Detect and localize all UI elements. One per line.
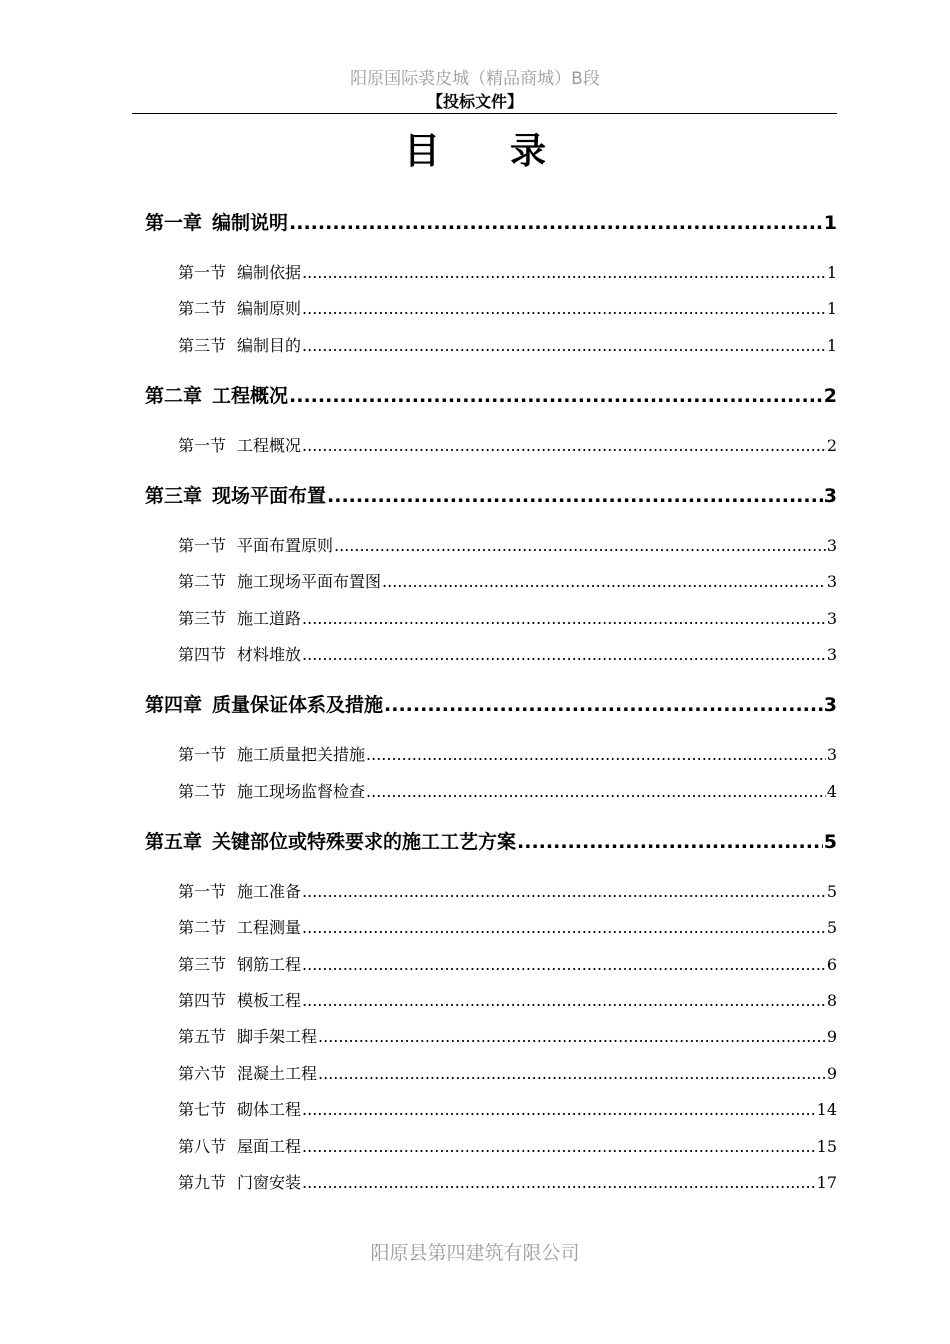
toc-page-number: 5 xyxy=(826,882,837,901)
toc-dot-leader xyxy=(366,744,826,766)
toc-dot-leader xyxy=(302,990,826,1012)
toc-page-number: 3 xyxy=(826,645,837,664)
toc-page-number: 15 xyxy=(816,1137,837,1156)
toc-dot-leader xyxy=(302,608,826,630)
toc-entry-label: 第一章 编制说明 xyxy=(145,212,289,234)
toc-dot-leader xyxy=(318,1026,826,1048)
toc-section-4-2[interactable] xyxy=(178,781,837,803)
toc-section-2-1[interactable] xyxy=(178,435,837,457)
toc-entry-label: 第四节 材料堆放 xyxy=(178,645,302,664)
toc-page-number: 1 xyxy=(823,212,837,234)
toc-page-number: 1 xyxy=(826,263,837,282)
toc-chapter-5[interactable] xyxy=(145,829,837,855)
toc-dot-leader xyxy=(302,298,826,320)
toc-page-number: 1 xyxy=(826,299,837,318)
toc-dot-leader xyxy=(302,1136,816,1158)
toc-entry-label: 第七节 砌体工程 xyxy=(178,1100,302,1119)
toc-entry-label: 第六节 混凝土工程 xyxy=(178,1064,318,1083)
toc-section-5-5[interactable] xyxy=(178,1026,837,1048)
toc-page-number: 9 xyxy=(826,1064,837,1083)
toc-page-number: 5 xyxy=(826,918,837,937)
page-title: 目录 xyxy=(403,131,616,172)
toc-page-number: 3 xyxy=(826,536,837,555)
toc-dot-leader xyxy=(334,535,826,557)
toc-dot-leader xyxy=(302,435,826,457)
toc-dot-leader xyxy=(302,1099,816,1121)
toc-section-1-2[interactable] xyxy=(178,298,837,320)
toc-section-5-9[interactable] xyxy=(178,1172,837,1194)
toc-dot-leader xyxy=(302,335,826,357)
toc-section-5-7[interactable] xyxy=(178,1099,837,1121)
toc-entry-label: 第一节 工程概况 xyxy=(178,436,302,455)
toc-page-number: 2 xyxy=(826,436,837,455)
toc-section-5-8[interactable] xyxy=(178,1136,837,1158)
toc-entry-label: 第五节 脚手架工程 xyxy=(178,1027,318,1046)
toc-section-1-3[interactable] xyxy=(178,335,837,357)
toc-page-number: 3 xyxy=(823,485,837,507)
toc-page-number: 1 xyxy=(826,336,837,355)
toc-page-number: 3 xyxy=(826,572,837,591)
running-header-tag: 【投标文件】 xyxy=(426,92,523,111)
toc-section-3-4[interactable] xyxy=(178,644,837,666)
toc-entry-label: 第一节 施工质量把关措施 xyxy=(178,745,366,764)
toc-dot-leader xyxy=(517,829,823,855)
toc-entry-label: 第二节 施工现场平面布置图 xyxy=(178,572,382,591)
toc-entry-label: 第八节 屋面工程 xyxy=(178,1137,302,1156)
toc-dot-leader xyxy=(289,383,823,409)
toc-page-number: 4 xyxy=(826,782,837,801)
toc-section-3-3[interactable] xyxy=(178,608,837,630)
toc-page-number: 5 xyxy=(823,831,837,853)
toc-dot-leader xyxy=(382,571,826,593)
toc-section-1-1[interactable] xyxy=(178,262,837,284)
toc-chapter-4[interactable] xyxy=(145,692,837,718)
toc-entry-label: 第三章 现场平面布置 xyxy=(145,485,327,507)
toc-section-5-1[interactable] xyxy=(178,881,837,903)
running-footer: 阳原县第四建筑有限公司 xyxy=(370,1242,580,1264)
toc-entry-label: 第一节 施工准备 xyxy=(178,882,302,901)
toc-page-number: 3 xyxy=(826,609,837,628)
toc-section-5-4[interactable] xyxy=(178,990,837,1012)
toc-entry-label: 第一节 平面布置原则 xyxy=(178,536,334,555)
toc-entry-label: 第一节 编制依据 xyxy=(178,263,302,282)
toc-dot-leader xyxy=(384,692,823,718)
toc-dot-leader xyxy=(318,1063,826,1085)
running-header-subtitle: 阳原国际裘皮城（精品商城）B段 xyxy=(350,69,600,89)
toc-entry-label: 第三节 钢筋工程 xyxy=(178,955,302,974)
toc-page-number: 2 xyxy=(823,385,837,407)
toc-section-4-1[interactable] xyxy=(178,744,837,766)
toc-dot-leader xyxy=(366,781,826,803)
toc-section-5-6[interactable] xyxy=(178,1063,837,1085)
toc-page-number: 17 xyxy=(816,1173,837,1192)
toc-dot-leader xyxy=(302,954,826,976)
toc-dot-leader xyxy=(327,483,823,509)
toc-entry-label: 第二节 工程测量 xyxy=(178,918,302,937)
toc-page-number: 8 xyxy=(826,991,837,1010)
toc-dot-leader xyxy=(302,1172,816,1194)
toc-entry-label: 第三节 施工道路 xyxy=(178,609,302,628)
header-rule xyxy=(132,113,837,114)
toc-dot-leader xyxy=(302,644,826,666)
toc-page-number: 3 xyxy=(826,745,837,764)
toc-entry-label: 第四节 模板工程 xyxy=(178,991,302,1010)
toc-entry-label: 第三节 编制目的 xyxy=(178,336,302,355)
toc-entry-label: 第九节 门窗安装 xyxy=(178,1173,302,1192)
toc-page-number: 9 xyxy=(826,1027,837,1046)
toc-page-number: 6 xyxy=(826,955,837,974)
toc-entry-label: 第二节 编制原则 xyxy=(178,299,302,318)
toc-page-number: 14 xyxy=(816,1100,837,1119)
toc-chapter-2[interactable] xyxy=(145,383,837,409)
toc-section-5-2[interactable] xyxy=(178,917,837,939)
toc-page-number: 3 xyxy=(823,694,837,716)
toc-chapter-3[interactable] xyxy=(145,483,837,509)
toc-chapter-1[interactable] xyxy=(145,210,837,236)
toc-dot-leader xyxy=(302,917,826,939)
toc-entry-label: 第五章 关键部位或特殊要求的施工工艺方案 xyxy=(145,831,517,853)
toc-entry-label: 第二章 工程概况 xyxy=(145,385,289,407)
toc-section-3-2[interactable] xyxy=(178,571,837,593)
toc-dot-leader xyxy=(302,262,826,284)
toc-section-3-1[interactable] xyxy=(178,535,837,557)
toc-entry-label: 第二节 施工现场监督检查 xyxy=(178,782,366,801)
toc-section-5-3[interactable] xyxy=(178,954,837,976)
toc-dot-leader xyxy=(289,210,823,236)
toc-entry-label: 第四章 质量保证体系及措施 xyxy=(145,694,384,716)
toc-dot-leader xyxy=(302,881,826,903)
